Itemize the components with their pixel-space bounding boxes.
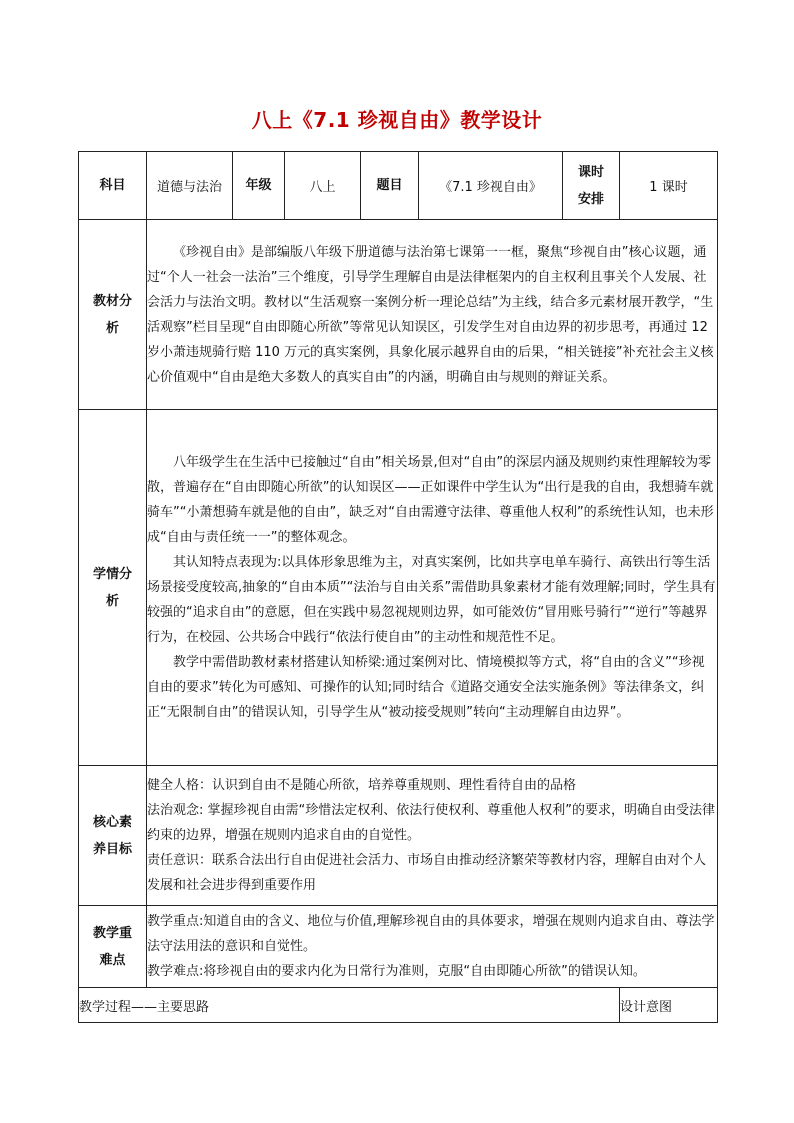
literacy-content (147, 766, 718, 906)
textbook-label-line-1: 教材分 (92, 293, 132, 309)
students-row (79, 410, 718, 766)
footer-row (79, 988, 718, 1023)
keypoints-label-line-1: 教学重 (92, 925, 132, 941)
students-label (79, 410, 147, 766)
textbook-row (79, 220, 718, 410)
keypoints-label-line-2: 难点 (99, 952, 126, 968)
textbook-label (79, 220, 147, 410)
topic-value: 《7.1 珍视自由》 (419, 152, 563, 220)
literacy-row (79, 766, 718, 906)
literacy-label-line-1: 核心素 (92, 814, 132, 830)
students-label-line-1: 学情分 (92, 566, 132, 582)
document-title: 八上《7.1 珍视自由》教学设计 (251, 108, 543, 132)
students-paragraph: 八年级学生在生活中已接触过“自由”相关场景,但对“自由”的深层内涵及规则约束性理解较为零散，普遍存在“自由即随心所欲”的认知误区——正如课件中学生认为“出行是我的自由，我想骑车就骑车”“小萧想骑车就是他的自由”，缺乏对“自由需遵守法律、尊重他人权利”的系统性认知，也未形成“自由与责任统一一”的整体观念。 (147, 455, 714, 545)
hours-label-line-1: 课时 (577, 164, 604, 180)
subject-label: 科目 (79, 152, 147, 220)
literacy-label (79, 766, 147, 906)
topic-label: 题目 (361, 152, 419, 220)
keypoints-difficulty: 教学难点:将珍视自由的要求内化为日常行为准则，克服“自由即随心所欲”的错误认知。 (147, 964, 646, 979)
keypoints-label (79, 906, 147, 988)
keypoints-focus: 教学重点:知道自由的含义、地位与价值,理解珍视自由的具体要求，增强在规则内追求自由、尊法学法守法用法的意识和自觉性。 (147, 914, 715, 954)
grade-value: 八上 (285, 152, 361, 220)
students-label-line-2: 析 (105, 593, 119, 609)
students-paragraph: 教学中需借助教材素材搭建认知桥梁:通过案例对比、情境模拟等方式，将“自由的含义”“珍视自由的要求”转化为可感知、可操作的认知;同时结合《道路交通安全法实施条例》等法律条文，纠正“无限制自由”的错误认知，引导学生从“被动接受规则”转向“主动理解自由边界”。 (147, 655, 705, 720)
textbook-label-line-2: 析 (105, 320, 119, 336)
keypoints-content (147, 906, 718, 988)
students-paragraph: 其认知特点表现为:以具体形象思维为主，对真实案例，比如共享电单车骑行、高铁出行等生活场景接受度较高,抽象的“自由本质”“法治与自由关系”需借助具象素材才能有效理解;同时，学生具有较强的“追求自由”的意愿，但在实践中易忽视规则边界，如可能效仿“冒用账号骑行”“逆行”等越界行为，在校园、公共场合中践行“依法行使自由”的主动性和规范性不足。 (147, 555, 716, 645)
hours-value: 1 课时 (620, 152, 718, 220)
textbook-content (147, 220, 718, 410)
hours-label-line-2: 安排 (577, 191, 604, 207)
literacy-goal: 责任意识：联系合法出行自由促进社会活力、市场自由推动经济繁荣等教材内容，理解自由对个人发展和社会进步得到重要作用 (147, 853, 707, 893)
literacy-goal: 法治观念: 掌握珍视自由需“珍惜法定权利、依法行使权利、尊重他人权利”的要求，明确自由受法律约束的边界，增强在规则内追求自由的自觉性。 (147, 803, 715, 843)
textbook-paragraph: 《珍视自由》是部编版八年级下册道德与法治第七课第一一框，聚焦“珍视自由”核心议题，通过“个人一社会一法治”三个维度，引导学生理解自由是法律框架内的自主权利且事关个人发展、社会活力与法治文明。教材以“生活观察一案例分析一理论总结”为主线，结合多元素材展开教学，“生活观察”栏目呈现“自由即随心所欲”等常见认知误区，引发学生对自由边界的初步思考，再通过 12 岁小萧违规骑行赔 110 万元的真实案例，具象化展示越界自由的后果，“相关链接”补充社会主义核心价值观中“自由是绝大多数人的真实自由”的内涵，明确自由与规则的辩证关系。 (147, 244, 714, 385)
subject-value: 道德与法治 (147, 152, 233, 220)
literacy-goal: 健全人格：认识到自由不是随心所欲，培养尊重规则、理性看待自由的品格 (147, 778, 577, 793)
students-content (147, 410, 718, 766)
lesson-plan-table (78, 151, 718, 1023)
intent-label: 设计意图 (620, 988, 718, 1023)
grade-label: 年级 (233, 152, 285, 220)
literacy-label-line-2: 养目标 (92, 841, 132, 857)
keypoints-row (79, 906, 718, 988)
process-label: 教学过程——主要思路 (79, 988, 620, 1023)
hours-label (563, 152, 620, 220)
header-row (79, 152, 718, 220)
